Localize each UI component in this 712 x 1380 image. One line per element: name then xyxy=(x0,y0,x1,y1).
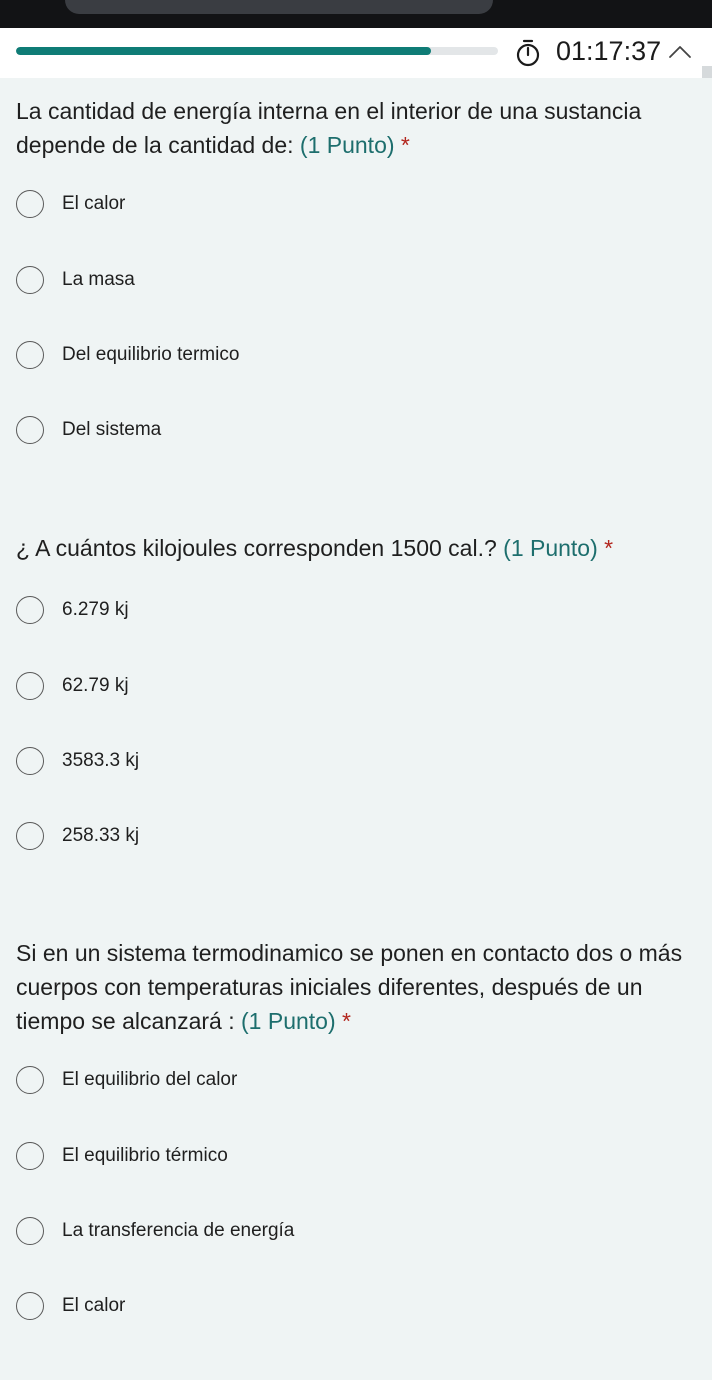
timer-display: 01:17:37 xyxy=(556,36,662,66)
option-label: La transferencia de energía xyxy=(62,1220,295,1241)
header-edge-shadow xyxy=(702,66,712,78)
question-2-option-1[interactable] xyxy=(16,593,129,627)
option-label: 6.279 kj xyxy=(62,599,129,620)
question-1-option-3[interactable] xyxy=(16,338,239,372)
progress-bar xyxy=(16,47,498,55)
radio-button[interactable] xyxy=(16,1066,44,1094)
radio-button[interactable] xyxy=(16,1292,44,1320)
stopwatch-icon xyxy=(513,38,543,68)
question-2-required-marker: * xyxy=(604,535,614,561)
radio-button[interactable] xyxy=(16,596,44,624)
question-1-title xyxy=(16,94,692,162)
option-label: 62.79 kj xyxy=(62,675,129,696)
option-label: 258.33 kj xyxy=(62,825,140,846)
question-2-option-3[interactable] xyxy=(16,744,139,778)
radio-button[interactable] xyxy=(16,822,44,850)
question-2-points: (1 Punto) xyxy=(503,535,598,561)
option-label: El calor xyxy=(62,193,126,214)
question-3-option-1[interactable] xyxy=(16,1063,237,1097)
question-3-option-4[interactable] xyxy=(16,1289,125,1323)
option-label: 3583.3 kj xyxy=(62,750,140,771)
question-1-option-1[interactable] xyxy=(16,187,125,221)
question-3-title xyxy=(16,936,692,1038)
question-1-points: (1 Punto) xyxy=(299,132,395,158)
radio-button[interactable] xyxy=(16,190,44,218)
question-1-option-2[interactable] xyxy=(16,263,135,297)
question-2-title xyxy=(16,531,692,565)
radio-button[interactable] xyxy=(16,1142,44,1170)
question-3-option-3[interactable] xyxy=(16,1214,294,1248)
question-1-text: La cantidad de energía interna en el interior de una sustancia depende de la cantidad de: xyxy=(16,98,642,158)
question-3-required-marker: * xyxy=(342,1008,351,1034)
option-label: El calor xyxy=(62,1295,126,1316)
question-3-option-2[interactable] xyxy=(16,1139,228,1173)
question-3-text: Si en un sistema termodinamico se ponen en contacto dos o más cuerpos con temperaturas iniciales diferentes, después de un tiempo se alcanzará : xyxy=(16,940,683,1034)
option-label: El equilibrio térmico xyxy=(62,1145,228,1166)
progress-bar-fill xyxy=(16,47,431,55)
question-2-text: ¿ A cuántos kilojoules corresponden 1500 cal.? xyxy=(16,535,497,561)
question-3-points: (1 Punto) xyxy=(241,1008,336,1034)
radio-button[interactable] xyxy=(16,266,44,294)
chevron-up-icon[interactable] xyxy=(667,42,693,62)
question-1-option-4[interactable] xyxy=(16,413,161,447)
radio-button[interactable] xyxy=(16,1217,44,1245)
option-label: Del equilibrio termico xyxy=(62,344,240,365)
question-2-option-4[interactable] xyxy=(16,819,139,853)
option-label: La masa xyxy=(62,269,135,290)
top-tab-handle xyxy=(65,0,493,14)
question-1-required-marker: * xyxy=(400,132,410,158)
radio-button[interactable] xyxy=(16,416,44,444)
radio-button[interactable] xyxy=(16,672,44,700)
option-label: El equilibrio del calor xyxy=(62,1069,238,1090)
radio-button[interactable] xyxy=(16,341,44,369)
question-2-option-2[interactable] xyxy=(16,669,129,703)
radio-button[interactable] xyxy=(16,747,44,775)
option-label: Del sistema xyxy=(62,419,162,440)
